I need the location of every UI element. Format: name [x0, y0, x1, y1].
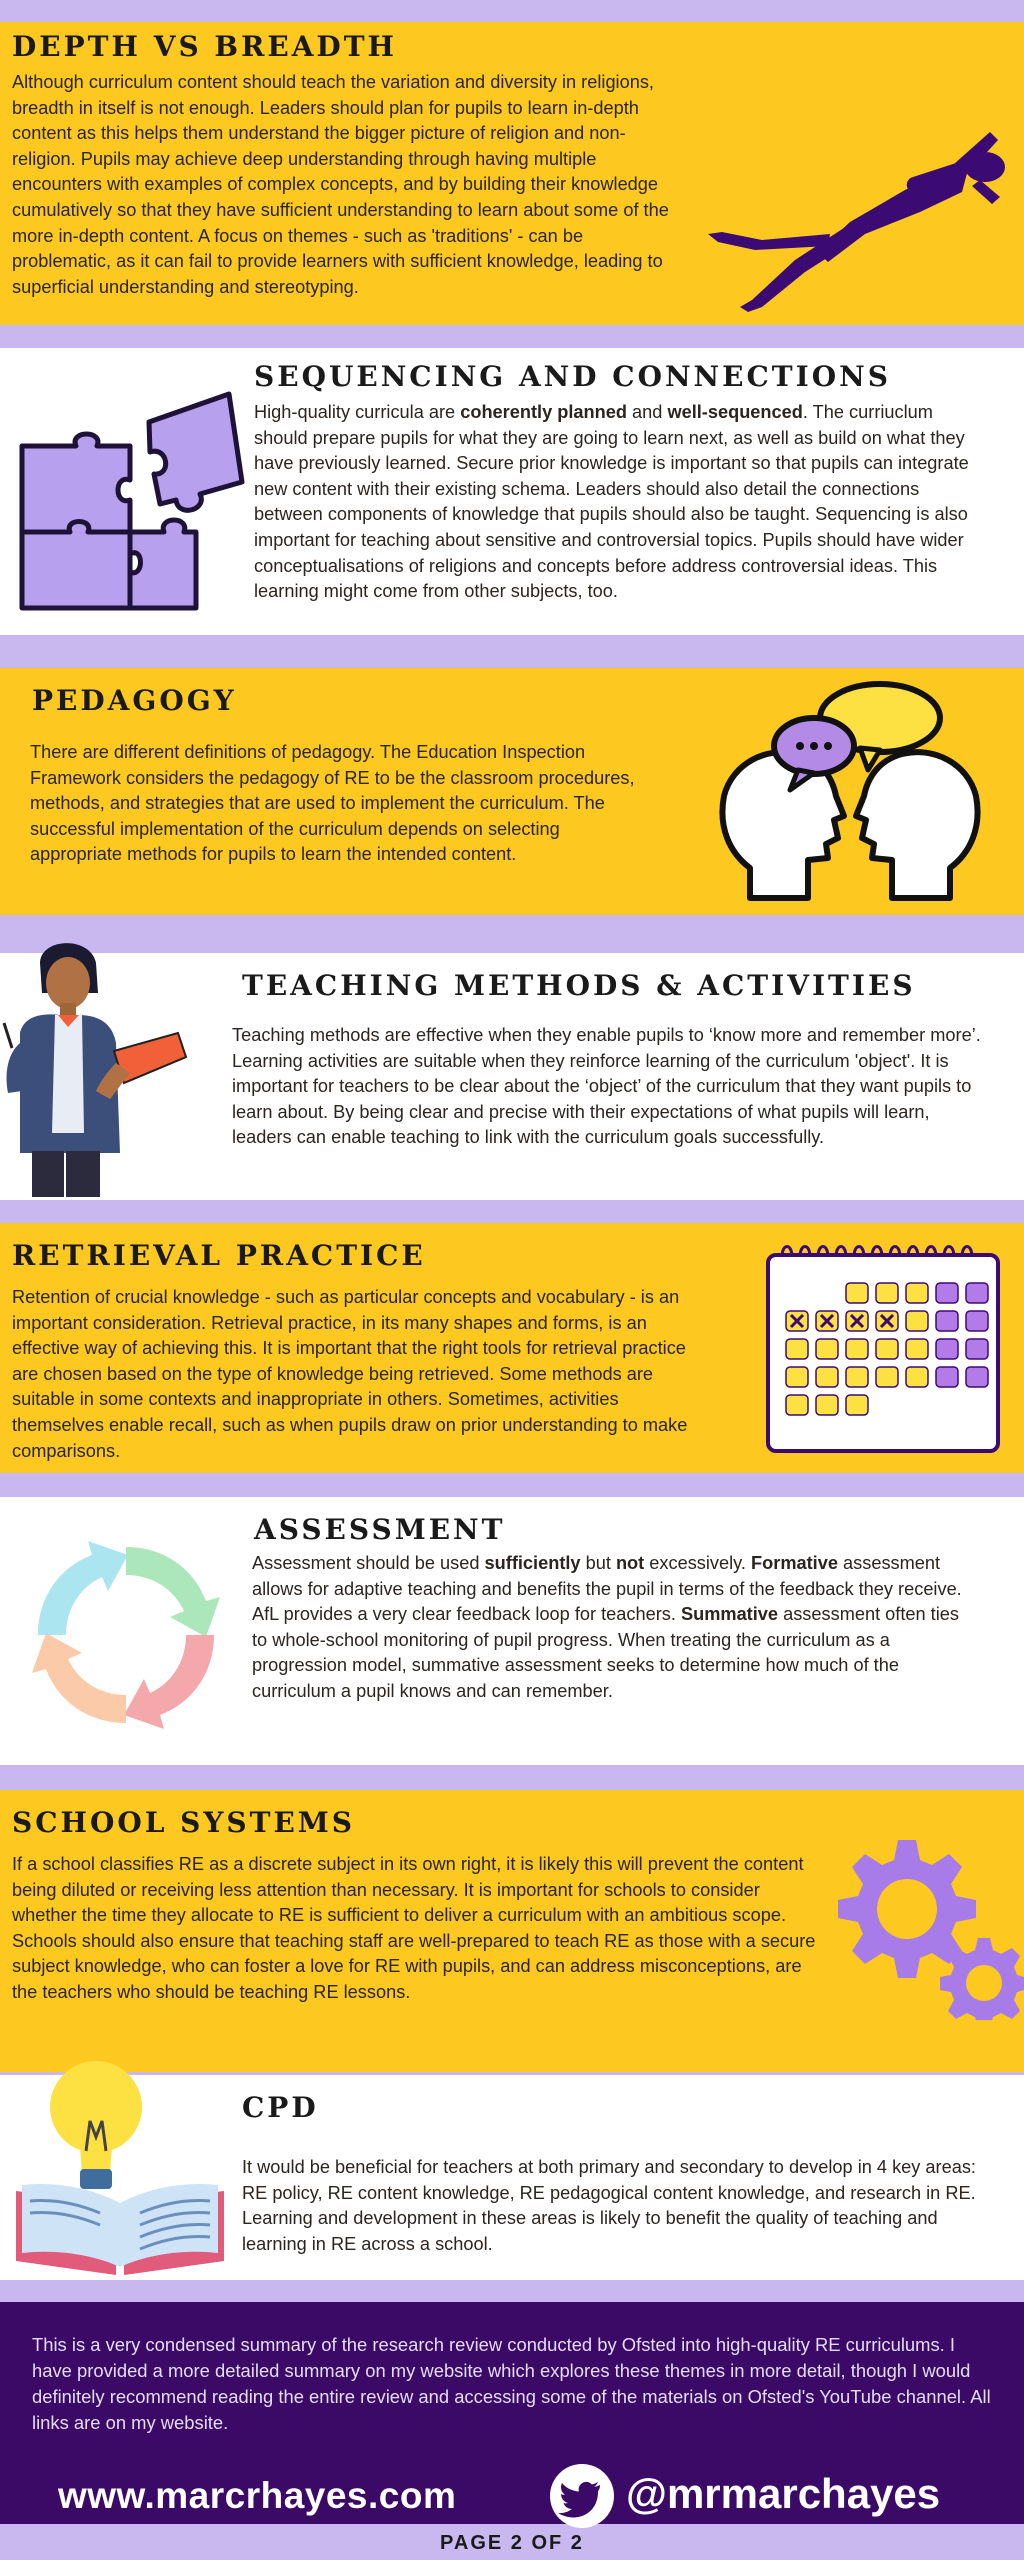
- twitter-handle[interactable]: @mrmarchayes: [626, 2470, 941, 2517]
- depth-body: Although curriculum content should teach the variation and diversity in religions, breadth in itself is not enough. Leaders should plan for pupils to learn in-depth content as this helps them understand the bigger picture of religion and non-religion. Pupils may achieve deep understanding through having multiple encounters with examples of complex concepts, and by building their knowledge cumulatively so that they have sufficient understanding to learn about some of the more in-depth content. A focus on themes - such as 'traditions' - can be problematic, as it can fail to provide learners with sufficient knowledge, leading to superficial understanding and stereotyping.: [12, 72, 669, 297]
- twitter-bird-icon[interactable]: [550, 2464, 614, 2528]
- teaching-section: [0, 953, 1024, 1200]
- lightbulb-book-icon: [10, 2061, 230, 2277]
- two-heads-speech-icon: [710, 678, 990, 908]
- sequencing-section: [0, 348, 1024, 635]
- puzzle-pieces-icon: [14, 382, 246, 620]
- website-link[interactable]: www.marcrhayes.com: [58, 2475, 457, 2516]
- teacher-illustration-icon: [0, 923, 190, 1200]
- depth-section: [0, 22, 1024, 325]
- cpd-body: It would be beneficial for teachers at both primary and secondary to develop in 4 key areas: RE policy, RE content knowledge, RE pedagogical content knowledge, and research in RE. Learning and development in these areas is likely to benefit the quality of teaching and learning in RE across a school.: [242, 2157, 976, 2254]
- retrieval-heading: RETRIEVAL PRACTICE: [12, 1239, 426, 1272]
- pedagogy-section: [0, 668, 1024, 915]
- systems-section: [0, 1790, 1024, 2072]
- retrieval-section: [0, 1223, 1024, 1473]
- cpd-heading: CPD: [242, 2091, 319, 2124]
- teaching-heading: TEACHING METHODS & ACTIVITIES: [242, 969, 916, 1002]
- pedagogy-body: There are different definitions of pedagogy. The Education Inspection Framework considers the pedagogy of RE to be the classroom procedures, methods, and strategies that are used to implement the curriculum. The successful implementation of the curriculum depends on selecting appropriate methods for pupils to learn the intended content.: [30, 742, 635, 865]
- footer-text: This is a very condensed summary of the research review conducted by Ofsted into high-quality RE curriculums. I have provided a more detailed summary on my website which explores these themes in more detail, though I would definitely recommend reading the entire review and accessing some of the materials on Ofsted's YouTube channel. All links are on my website.: [32, 2334, 991, 2433]
- depth-heading: DEPTH VS BREADTH: [12, 30, 397, 63]
- footer: [0, 2302, 1024, 2524]
- assessment-heading: ASSESSMENT: [254, 1513, 506, 1546]
- cycle-arrows-icon: [28, 1537, 224, 1733]
- scuba-diver-icon: [700, 112, 1020, 322]
- sequencing-body: High-quality curricula are coherently planned and well-sequenced. The curriuclum should prepare pupils for what they are going to learn next, as well as build on what they have previously learned. Secure prior knowledge is important so that pupils can integrate new content with their existing schema. Leaders should also detail the connections between components of knowledge that pupils should also be taught. Sequencing is also important for teaching about sensitive and controversial topics. Pupils should have wider conceptualisations of religions and concepts before address controversial ideas. This learning might come from other subjects, too.: [254, 402, 969, 602]
- systems-heading: SCHOOL SYSTEMS: [12, 1806, 355, 1839]
- teaching-body: Teaching methods are effective when they enable pupils to ‘know more and remember more’. Learning activities are suitable when they reinforce learning of the curriculum 'object'. It is important for teachers to be clear about the ‘object’ of the curriculum that they want pupils to learn about. By being clear and precise with their expectations of what pupils will learn, leaders can enable teaching to link with the curriculum goals successfully.: [232, 1025, 981, 1148]
- assessment-body: Assessment should be used sufficiently but not excessively. Formative assessment allows for adaptive teaching and benefits the pupil in terms of the feedback they receive. AfL provides a very clear feedback loop for teachers. Summative assessment often ties to whole-school monitoring of pupil progress. When treating the curriculum as a progression model, summative assessment seeks to determine how much of the curriculum a pupil knows and can remember.: [252, 1553, 962, 1701]
- retrieval-body: Retention of crucial knowledge - such as particular concepts and vocabulary - is an important consideration. Retrieval practice, in its many shapes and forms, is an effective way of achieving this. It is important that the right tools for retrieval practice are chosen based on the type of knowledge being retrieved. Some methods are suitable in some contexts and inappropriate in others. Sometimes, activities themselves enable recall, such as when pupils draw on prior understanding to make comparisons.: [12, 1287, 688, 1461]
- gears-icon: [836, 1830, 1024, 2020]
- systems-body: If a school classifies RE as a discrete subject in its own right, it is likely this will prevent the content being diluted or receiving less attention than necessary. It is important for schools to consider whether the time they allocate to RE is sufficient to deliver a curriculum with an ambitious scope. Schools should also ensure that teaching staff are well-prepared to teach RE as those with a secure subject knowledge, who can foster a love for RE with pupils, and can address misconceptions, are the teachers who should be teaching RE lessons.: [12, 1854, 816, 2002]
- assessment-section: [0, 1497, 1024, 1765]
- sequencing-heading: SEQUENCING AND CONNECTIONS: [254, 360, 891, 393]
- cpd-section: [0, 2075, 1024, 2280]
- pedagogy-heading: PEDAGOGY: [32, 684, 237, 717]
- page-number: PAGE 2 OF 2: [440, 2532, 584, 2554]
- calendar-icon: [760, 1237, 1006, 1455]
